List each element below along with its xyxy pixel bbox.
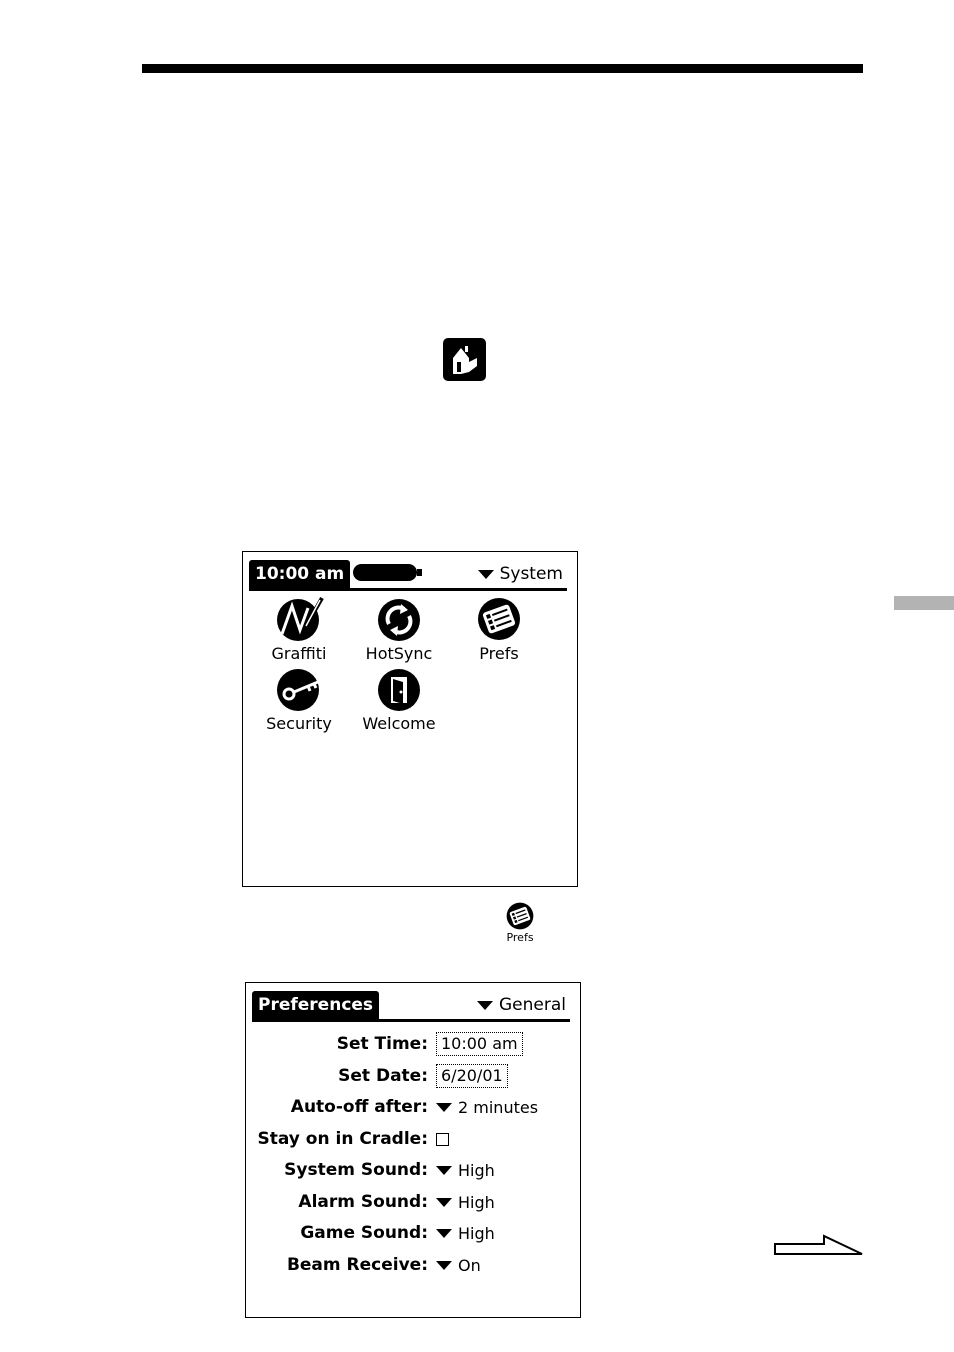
set-date-row (246, 1062, 582, 1090)
set-time-label: Set Time: (336, 1034, 428, 1054)
panel-label: General (499, 995, 566, 1015)
alarm-sound-picker[interactable] (436, 1188, 495, 1216)
game-sound-label: Game Sound: (300, 1223, 428, 1243)
app-prefs[interactable] (449, 596, 549, 664)
category-label: System (499, 564, 563, 584)
dropdown-triangle-icon (436, 1198, 452, 1207)
security-key-icon (274, 668, 324, 712)
app-label: Security (266, 714, 332, 733)
set-time-field[interactable]: 10:00 am (436, 1032, 523, 1056)
launcher-screen (242, 551, 578, 887)
preferences-screen (245, 982, 581, 1318)
beam-receive-row (246, 1251, 582, 1279)
category-picker[interactable] (478, 560, 563, 588)
app-label: Welcome (362, 714, 436, 733)
prefs-small-icon-button[interactable] (500, 902, 540, 944)
app-graffiti[interactable] (249, 596, 349, 664)
dropdown-triangle-icon (436, 1103, 452, 1112)
prefs-small-label: Prefs (506, 931, 534, 944)
app-hotsync[interactable] (349, 596, 449, 664)
dropdown-triangle-icon (436, 1166, 452, 1175)
game-sound-picker[interactable] (436, 1219, 495, 1247)
stay-on-row (246, 1125, 582, 1153)
dropdown-triangle-icon (478, 570, 494, 579)
prefs-icon (504, 902, 536, 930)
set-date-label: Set Date: (338, 1066, 428, 1086)
set-date-field[interactable]: 6/20/01 (436, 1064, 508, 1088)
continue-arrow-icon (774, 1234, 864, 1260)
alarm-sound-row (246, 1188, 582, 1216)
beam-receive-label: Beam Receive: (286, 1255, 428, 1275)
app-welcome[interactable] (349, 668, 449, 734)
preferences-title-bar (252, 991, 570, 1022)
graffiti-icon (274, 596, 324, 642)
set-time-row (246, 1030, 582, 1058)
prefs-icon (474, 596, 524, 642)
app-label: HotSync (365, 644, 433, 663)
app-label: Graffiti (271, 644, 327, 663)
dropdown-triangle-icon (436, 1229, 452, 1238)
system-sound-value: High (458, 1160, 495, 1180)
panel-picker[interactable] (477, 991, 566, 1019)
stay-on-checkbox[interactable] (436, 1133, 449, 1146)
preferences-title: Preferences (252, 991, 379, 1019)
alarm-sound-value: High (458, 1192, 495, 1212)
system-sound-picker[interactable] (436, 1156, 495, 1184)
dropdown-triangle-icon (436, 1261, 452, 1270)
header-rule (142, 64, 863, 73)
auto-off-label: Auto-off after: (290, 1097, 428, 1117)
beam-receive-value: On (458, 1255, 481, 1275)
auto-off-row (246, 1093, 582, 1121)
dropdown-triangle-icon (477, 1001, 493, 1010)
launcher-time[interactable]: 10:00 am (249, 560, 350, 588)
auto-off-value: 2 minutes (458, 1097, 539, 1117)
game-sound-value: High (458, 1223, 495, 1243)
section-tab-marker (894, 596, 954, 610)
app-security[interactable] (249, 668, 349, 734)
beam-receive-picker[interactable] (436, 1251, 481, 1279)
app-label: Prefs (479, 644, 519, 663)
launcher-title-bar (249, 560, 567, 591)
battery-icon (353, 564, 417, 581)
game-sound-row (246, 1219, 582, 1247)
hotsync-icon (374, 596, 424, 642)
auto-off-picker[interactable] (436, 1093, 538, 1121)
stay-on-label: Stay on in Cradle: (257, 1129, 428, 1149)
alarm-sound-label: Alarm Sound: (298, 1192, 428, 1212)
system-sound-label: System Sound: (284, 1160, 428, 1180)
welcome-door-icon (374, 668, 424, 712)
home-icon (443, 338, 486, 381)
system-sound-row (246, 1156, 582, 1184)
